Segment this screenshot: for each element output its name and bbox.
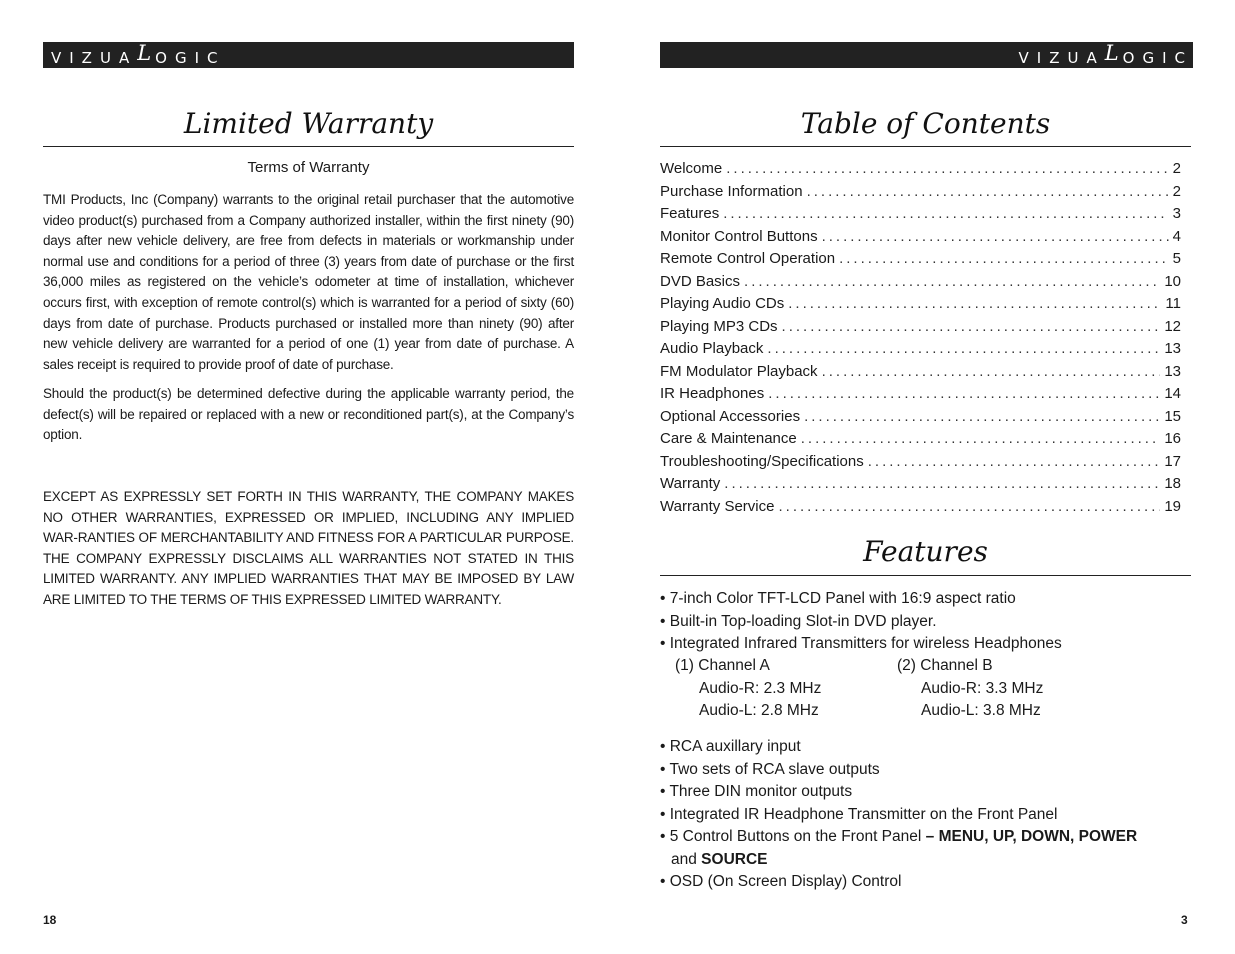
toc-entry-page: 5 <box>1172 250 1181 267</box>
toc-leader-dots <box>744 271 1160 294</box>
toc-entry-label: Troubleshooting/Specifications <box>660 452 864 470</box>
feature-item: • Three DIN monitor outputs <box>660 783 853 800</box>
toc-entry <box>660 203 1181 226</box>
toc-leader-dots <box>868 451 1161 474</box>
toc-entry-page: 14 <box>1164 385 1181 402</box>
features-list-a <box>660 588 1200 656</box>
toc-leader-dots <box>804 406 1160 429</box>
toc-entry-label: Welcome <box>660 160 723 177</box>
toc-entry-page: 17 <box>1164 452 1181 470</box>
toc-entry-label: Playing Audio CDs <box>660 295 785 312</box>
toc-entry-label: Features <box>660 205 720 222</box>
feature-item: • 7-inch Color TFT-LCD Panel with 16:9 aspect ratio <box>660 590 1016 607</box>
toc-leader-dots <box>723 203 1168 226</box>
toc-entry-label: Remote Control Operation <box>660 250 836 267</box>
toc-entry-label: Warranty <box>660 475 721 492</box>
toc-entry-page: 4 <box>1172 227 1181 245</box>
channel-a-r: Audio-R: 2.3 MHz <box>699 679 822 697</box>
toc-entry-page: 13 <box>1164 340 1181 357</box>
toc-entry-page: 11 <box>1165 295 1181 312</box>
toc-entry <box>660 271 1181 294</box>
toc-entry-label: Warranty Service <box>660 497 775 515</box>
toc-entry-page: 2 <box>1172 160 1181 177</box>
toc-entry-page: 12 <box>1164 317 1181 335</box>
feature-item: • Built-in Top-loading Slot-in DVD player. <box>660 612 937 630</box>
toc-entry <box>660 428 1181 451</box>
page-title-limited-warranty: Limited Warranty <box>183 107 434 140</box>
feature-item: • 5 Control Buttons on the Front Panel – MENU, UP, DOWN, POWER <box>660 828 1138 845</box>
header-bar-left <box>43 42 574 68</box>
header-bar-right <box>660 42 1193 68</box>
toc-entry-label: Monitor Control Buttons <box>660 227 818 245</box>
toc-entry-page: 18 <box>1164 475 1181 492</box>
channel-b-block <box>897 655 1043 723</box>
toc-leader-dots <box>807 181 1169 204</box>
vizualogic-logo: VIZUALOGIC <box>51 41 226 67</box>
title-divider <box>660 146 1191 147</box>
feature-item: • Integrated Infrared Transmitters for wireless Headphones <box>660 635 1062 652</box>
toc-leader-dots <box>788 293 1161 316</box>
toc-entry <box>660 316 1181 339</box>
toc-entry <box>660 383 1181 406</box>
feature-item: • Two sets of RCA slave outputs <box>660 760 880 778</box>
toc-entry-page: 2 <box>1172 182 1181 200</box>
channel-a-name: (1) Channel A <box>675 657 770 674</box>
toc-entry-page: 15 <box>1164 407 1181 425</box>
warranty-paragraph-1: TMI Products, Inc (Company) warrants to the original retail purchaser that the automotive video product(s) purchased from a Company authorized installer, within the first ninety (90) days after new vehicle delivery, are free from defects in materials or workmanship under normal use and conditions for a period of three (3) years from date of purchase or the first 36,000 miles as registered on the vehicle’s odometer at time of installation, whichever occurs first, with exception of remote control(s) which is warranted for a period of sixty (60) days from date of purchase. Products purchased or installed more than ninety (90) after new vehicle delivery are warranted for a period of one (1) year from date of purchase. A sales receipt is required to provide proof of date of purchase. <box>43 192 574 372</box>
toc-entry-page: 13 <box>1164 362 1181 380</box>
toc-entry-label: Audio Playback <box>660 340 764 357</box>
section-subtitle: Terms of Warranty <box>247 159 370 176</box>
feature-item: • Integrated IR Headphone Transmitter on the Front Panel <box>660 805 1058 823</box>
warranty-disclaimer: EXCEPT AS EXPRESSLY SET FORTH IN THIS WARRANTY, THE COMPANY MAKES NO OTHER WARRANTIES, EXPRESSED OR IMPLIED, INCLUDING ANY IMPLIED WAR-RANTIES OF MERCHANTABILITY AND FITNESS FOR A PARTICULAR PURPOSE. THE COMPANY EXPRESSLY DISCLAIMS ALL WARRANTIES NOT STATED IN THIS LIMITED WARRANTY. ANY IMPLIED WARRANTIES THAT MAY BE IMPOSED BY LAW ARE LIMITED TO THE TERMS OF THIS EXPRESSED LIMITED WARRANTY. <box>43 489 574 607</box>
vizualogic-logo: VIZUALOGIC <box>1018 41 1193 67</box>
toc-entry <box>660 406 1181 429</box>
toc-entry-label: Care & Maintenance <box>660 430 797 447</box>
toc-entry <box>660 226 1181 249</box>
toc-leader-dots <box>767 338 1160 361</box>
toc-entry <box>660 473 1181 496</box>
toc-entry-page: 3 <box>1172 205 1181 222</box>
channel-a-block <box>675 655 821 723</box>
feature-item: • RCA auxillary input <box>660 738 801 755</box>
toc-entry-label: Optional Accessories <box>660 407 801 425</box>
toc-leader-dots <box>724 473 1160 496</box>
toc-entry-label: FM Modulator Playback <box>660 362 818 380</box>
toc-entry <box>660 361 1181 384</box>
toc-entry-page: 19 <box>1164 497 1181 515</box>
table-of-contents <box>660 158 1181 518</box>
toc-leader-dots <box>726 158 1168 181</box>
toc-leader-dots <box>822 226 1169 249</box>
toc-entry <box>660 496 1181 519</box>
page-title-table-of-contents: Table of Contents <box>800 107 1051 140</box>
toc-entry-label: DVD Basics <box>660 272 741 290</box>
toc-entry <box>660 293 1181 316</box>
channel-b-r: Audio-R: 3.3 MHz <box>921 679 1044 697</box>
channel-b-name: (2) Channel B <box>897 657 993 674</box>
title-divider <box>43 146 574 147</box>
toc-leader-dots <box>782 316 1161 339</box>
features-divider <box>660 575 1191 576</box>
toc-entry-label: IR Headphones <box>660 385 765 402</box>
channel-b-l: Audio-L: 3.8 MHz <box>921 702 1041 719</box>
feature-item-cont: and SOURCE <box>671 850 768 868</box>
toc-leader-dots <box>822 361 1161 384</box>
toc-entry-label: Purchase Information <box>660 182 803 200</box>
page-title-features: Features <box>863 535 988 568</box>
feature-item: • OSD (On Screen Display) Control <box>660 873 902 890</box>
features-list-b <box>660 736 1200 894</box>
toc-entry <box>660 451 1181 474</box>
toc-leader-dots <box>778 496 1160 519</box>
toc-leader-dots <box>839 248 1169 271</box>
channel-a-l: Audio-L: 2.8 MHz <box>699 702 819 719</box>
toc-entry-page: 16 <box>1164 430 1181 447</box>
toc-entry-page: 10 <box>1164 272 1181 290</box>
toc-entry <box>660 158 1181 181</box>
page-number-left: 18 <box>43 913 57 927</box>
page-number-right: 3 <box>1181 913 1188 927</box>
toc-entry <box>660 181 1181 204</box>
warranty-paragraph-2: Should the product(s) be determined defective during the applicable warranty period, the defect(s) will be repaired or replaced with a new or reconditioned part(s), at the Company’s option. <box>43 386 574 443</box>
toc-leader-dots <box>768 383 1160 406</box>
toc-entry-label: Playing MP3 CDs <box>660 317 778 335</box>
toc-entry <box>660 248 1181 271</box>
toc-entry <box>660 338 1181 361</box>
toc-leader-dots <box>801 428 1161 451</box>
